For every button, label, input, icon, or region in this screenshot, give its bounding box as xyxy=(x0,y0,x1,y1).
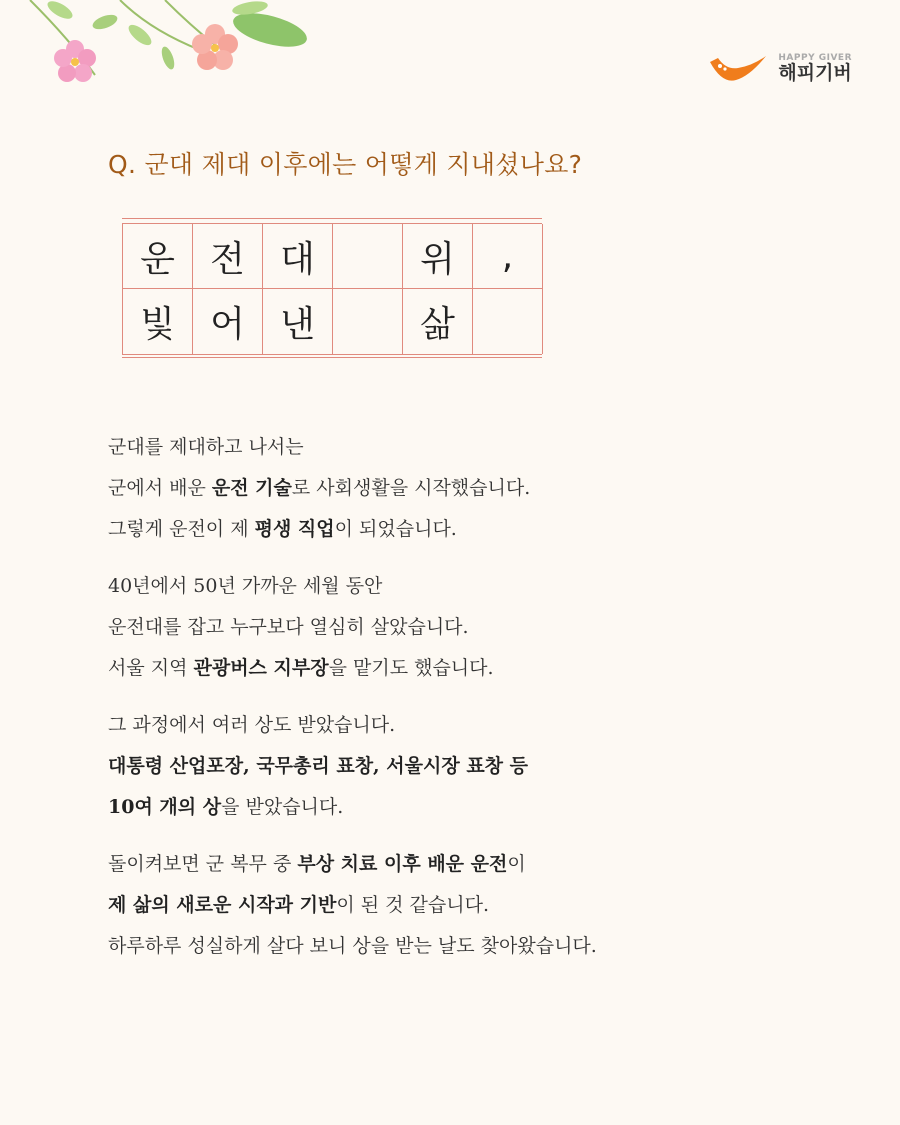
text-segment: 운전대를 잡고 누구보다 열심히 살았습니다. xyxy=(108,616,469,638)
text-line xyxy=(108,705,828,746)
text-segment: 군대를 제대하고 나서는 xyxy=(108,436,304,458)
text-segment: 군에서 배운 xyxy=(108,477,212,499)
bold-text: 부상 치료 이후 배운 운전 xyxy=(297,853,508,875)
happy-giver-logo[interactable] xyxy=(706,50,852,86)
grid-cell xyxy=(473,289,543,354)
bold-text: 평생 직업 xyxy=(254,518,335,540)
logo-english: HAPPY GIVER xyxy=(778,53,852,63)
bold-text: 운전 기술 xyxy=(211,477,292,499)
text-segment: 서울 지역 xyxy=(108,657,194,679)
text-line xyxy=(108,648,828,689)
text-segment: 그 과정에서 여러 상도 받았습니다. xyxy=(108,714,396,736)
text-segment: 이 xyxy=(507,853,526,875)
text-segment: 이 된 것 같습니다. xyxy=(336,894,489,916)
text-line xyxy=(108,468,828,509)
grid-cell: 위 xyxy=(403,224,473,289)
bold-text: 제 삶의 새로운 시작과 기반 xyxy=(108,894,337,916)
flower-decoration xyxy=(0,0,320,100)
manuscript-grid xyxy=(122,218,542,358)
text-segment: 이 되었습니다. xyxy=(334,518,457,540)
paragraph xyxy=(108,844,828,967)
paragraph xyxy=(108,705,828,828)
text-line xyxy=(108,607,828,648)
grid-cell: 대 xyxy=(263,224,333,289)
grid-cell: 전 xyxy=(193,224,263,289)
grid-cell: 삶 xyxy=(403,289,473,354)
grid-cell xyxy=(333,224,403,289)
bold-text: 대통령 산업포장, 국무총리 표창, 서울시장 표창 등 xyxy=(108,755,528,777)
paragraph xyxy=(108,427,828,550)
grid-cell xyxy=(333,289,403,354)
grid-cell: 빛 xyxy=(123,289,193,354)
text-line xyxy=(108,885,828,926)
grid-cell: 운 xyxy=(123,224,193,289)
text-line xyxy=(108,509,828,550)
text-segment: 40년에서 50년 가까운 세월 동안 xyxy=(108,575,383,597)
text-line xyxy=(108,566,828,607)
text-segment: 돌이켜보면 군 복무 중 xyxy=(108,853,298,875)
text-segment: 하루하루 성실하게 살다 보니 상을 받는 날도 찾아왔습니다. xyxy=(108,935,597,957)
text-segment: 을 받았습니다. xyxy=(221,796,344,818)
answer-body xyxy=(108,427,828,983)
text-line xyxy=(108,746,828,787)
grid-cell: , xyxy=(473,224,543,289)
text-line xyxy=(108,787,828,828)
text-segment: 을 맡기도 했습니다. xyxy=(328,657,494,679)
paragraph xyxy=(108,566,828,689)
text-line xyxy=(108,844,828,885)
grid-cell: 어 xyxy=(193,289,263,354)
bold-text: 10여 개의 상 xyxy=(108,796,222,818)
text-segment: 그렇게 운전이 제 xyxy=(108,518,255,540)
grid-cell: 낸 xyxy=(263,289,333,354)
logo-korean: 해피기버 xyxy=(778,62,852,84)
question-heading: Q. 군대 제대 이후에는 어떻게 지내셨나요? xyxy=(108,150,583,179)
text-line xyxy=(108,926,828,967)
text-line xyxy=(108,427,828,468)
bold-text: 관광버스 지부장 xyxy=(193,657,329,679)
text-segment: 로 사회생활을 시작했습니다. xyxy=(291,477,531,499)
boomerang-logo-icon xyxy=(706,50,770,86)
